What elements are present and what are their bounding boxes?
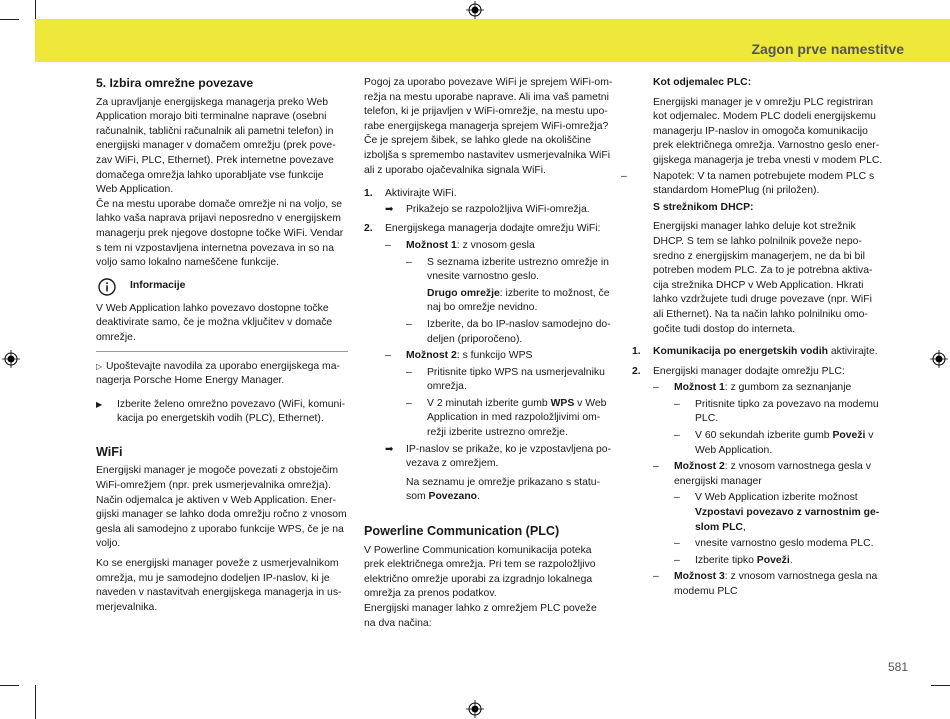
text-line: gijskega managerja je treba vnesti v modem PLC. [653,154,883,166]
option-label: Možnost 1 [406,239,457,251]
text-span: Izberite tipko [695,554,757,566]
dash-marker: – [406,397,412,409]
text-span: v Web [574,397,607,409]
section-heading: 5. Izbira omrežne povezave [96,76,254,90]
sub-item [364,366,618,395]
text-line: nagerja Porsche Home Energy Manager. [96,375,285,387]
text-line: vezava z omrežjem. [406,458,499,470]
text-line: naj bo omrežje nevidno. [427,302,538,314]
sub-item [632,537,892,552]
text-line: IP-naslov se prikaže, ko je vzpostavljena po- [406,443,612,455]
text-line [695,429,892,444]
text-line: zav WiFi, PLC, Ethernet). Prek internetne povezave [96,154,334,166]
text-line: Energijski manager lahko deluje kot strežnik [653,221,856,233]
text-span: v [865,430,874,442]
crop-mark [931,685,950,686]
column-3 [621,76,892,600]
text-line: standardom HomePlug (ni priložen). [653,185,820,197]
wifi-heading: WiFi [96,444,123,459]
paragraph [96,96,348,271]
dash-marker: – [406,366,412,378]
text-line: Pritisnite tipko WPS na usmerjevalniku [427,366,605,378]
result-item [364,203,618,218]
text-line: energijski manager v domačem omrežju (prek pove- [96,140,336,152]
text-line: lahko vaša naprava prijavi neposredno v energijskem [96,213,341,225]
note-item [96,360,348,389]
text-line: V Web Application lahko povezavo dostopne točke [96,302,329,314]
dash-marker: – [653,461,659,473]
option-text [674,570,892,585]
text-span: , [742,521,746,533]
text-line: s tem ni vzpostavljena internetna povezava in so na [96,242,334,254]
text-line: DHCP. S tem se lahko polnilnik poveže nepo- [653,235,862,247]
text-line: modemu PLC [674,586,738,597]
paragraph [364,76,618,178]
note-item [621,170,892,199]
text-line: kacija po energetskih vodih (PLC), Ethernet). [117,413,324,425]
text-line: prek električnega omrežja. Varnostno geslo ener- [653,140,880,152]
text-line: Način odjemalca je aktiven v Web Application. Ener- [96,494,337,506]
text-line: potreben modem PLC. Za to je potrebna aktiva- [653,265,873,277]
text-line: deljen (priporočeno). [427,333,523,345]
crop-mark [0,685,19,686]
registration-mark-icon [930,350,948,368]
option-label: Možnost 1 [674,382,725,394]
text-line: Web Application. [695,444,773,456]
text-line: Če na mestu uporabe domače omrežje ni na voljo, se [96,198,343,210]
text-line: omrežje. [96,331,136,343]
text-span: . [789,554,793,566]
text-line: omrežja, mu je samodejno dodeljen IP-naslov, ki je [96,572,330,584]
text-line: električno omrežje uporabi za izgradnjo lokalnega [364,573,593,585]
dash-marker: – [406,318,412,330]
step-item [632,345,892,360]
dash-marker: – [653,571,659,583]
text-line: sredno z energijskim managerjem, ne da bi bil [653,250,865,262]
sub-item [632,429,892,458]
crop-mark [35,0,36,19]
option-item [632,570,892,599]
text-line: omrežja za prenos podatkov. [364,588,497,600]
text-line: Če je sprejem šibek, se lahko glede na okoliščine [364,135,591,147]
text-line: računalnik, tablični računalnik ali pametni telefon) in [96,125,334,137]
text-line: managerju prek njegove dostopne točke WiFi. Vendar [96,227,344,239]
text-line: naveden v nastavitvah energijskega managerja in us- [96,587,342,599]
sub-item [364,318,618,347]
sub-item [364,256,618,285]
text-line: Napotek: V ta namen potrebujete modem PLC s [653,170,875,182]
plc-client-block [632,76,892,169]
dash-marker: – [674,554,680,566]
paragraph [364,544,618,632]
text-line: omrežja. [427,381,467,393]
step-number: 2. [632,365,641,377]
arrow-icon: ➡ [385,443,394,455]
connect-button-label: Poveži [756,554,790,566]
option-item [364,239,618,254]
text-span: : izberite to možnost, če [499,287,610,299]
text-line [695,506,892,521]
text-line: ali Ethernet). Na ta način lahko polnilniku omo- [653,308,868,320]
option-desc: : z vnosom varnostnega gesla v [724,461,871,473]
text-line: Za upravljanje energijskega managerja preko Web [96,96,328,108]
text-line: vnesite varnostno geslo. [427,271,540,283]
arrow-icon: ➡ [385,203,394,215]
text-line: domačega omrežja lahko uporabljate vse funkcije [96,169,324,181]
connect-button-label: Poveži [832,430,866,442]
text-span: V 60 sekundah izberite gumb [695,430,833,442]
info-box [96,278,348,352]
text-line: managerju IP-naslov in omogoča komunikacijo [653,125,868,137]
text-line [695,554,892,569]
result-note [364,476,618,505]
dash-marker: – [674,492,680,504]
text-line: PLC. [695,413,719,425]
header-title: Zagon prve namestitve [751,41,904,57]
text-line: izboljša s spremembo nastavitev usmerjevalnika WiFi [364,149,610,161]
step-number: 2. [364,223,373,235]
text-line: Web Application. [96,184,174,196]
plc-heading: Powerline Communication (PLC) [364,524,560,539]
result-item [364,443,618,472]
dash-marker: – [385,239,391,251]
option-text [406,239,618,254]
text-line: V Web Application izberite možnost [695,492,858,504]
option-desc: : z vnosom varnostnega gesla na [724,571,878,583]
subheading: S strežnikom DHCP: [653,201,754,213]
page-number: 581 [887,660,908,674]
subheading: Kot odjemalec PLC: [653,77,752,88]
text-line: režji izberite ustrezno omrežje. [427,427,568,439]
text-line [427,397,618,412]
text-line: cija strežnika DHCP v Web Application. Hkrati [653,279,864,291]
step-text [653,345,892,360]
result-text: Prikažejo se razpoložljiva WiFi-omrežja. [406,203,590,215]
option-label: Možnost 2 [674,461,725,473]
text-line: S seznama izberite ustrezno omrežje in [427,256,609,268]
text-line: na dva načina: [364,617,432,629]
text-line: Application morajo biti terminalne naprave (osebni [96,111,327,123]
option-label: slom PLC [695,521,743,533]
option-text [674,381,892,396]
text-span: som [406,491,429,503]
option-text [406,349,618,364]
text-span: . [477,491,480,503]
option-desc: : z gumbom za seznanjanje [724,382,852,394]
text-line [695,521,892,536]
text-line: merjevalnika. [96,601,158,613]
option-desc: : z vnosom gesla [456,239,535,251]
option-item [632,381,892,396]
text-line: Upoštevajte navodila za uporabo energijskega ma- [106,360,340,372]
text-line: vnesite varnostno geslo modema PLC. [695,538,874,550]
sub-item [364,397,618,441]
dash-marker: – [385,350,391,362]
step-number: 1. [364,188,373,200]
text-span: V 2 minutah izberite gumb [427,397,551,409]
crop-mark [0,19,19,20]
text-line: režja na mestu uporabe naprave. Ali ima vaš pametni [364,91,609,103]
dash-marker: – [621,170,627,182]
text-line: lahko vzdržujete tudi druge povezave (npr. WiFi [653,294,872,306]
column-1 [96,76,348,615]
paragraph [96,464,348,552]
sub-item [632,554,892,569]
text-line: energijski manager [674,475,762,487]
registration-mark-icon [466,700,484,718]
dash-marker: – [653,382,659,394]
option-text [674,460,892,475]
option-label: Vzpostavi povezavo z varnostnim ge- [695,507,880,519]
dhcp-block [632,201,892,337]
column-2 [364,76,618,631]
paragraph [96,557,348,615]
text-line: WiFi-omrežjem (npr. prek usmerjevalnika omrežja). [96,480,331,492]
crop-mark [35,685,36,719]
sub-item [632,398,892,427]
option-label: Možnost 3 [674,571,725,583]
text-line: Application in med razpoložljivimi om- [427,412,601,424]
status-label: Povezano [428,491,478,503]
text-line: Energijski manager je mogoče povezati z obstoječim [96,465,338,477]
text-line: Pogoj za uporabo povezave WiFi je sprejem WiFi-om- [364,77,613,88]
dash-marker: – [406,256,412,268]
dash-marker: – [674,430,680,442]
dash-marker: – [674,398,680,410]
text-line [427,287,618,302]
text-line: prek električnega omrežja. Pri tem se razpoložljivo [364,559,596,571]
info-title: Informacije [130,279,186,291]
registration-mark-icon [466,1,484,19]
text-line: Ko se energijski manager poveže z usmerjevalnikom [96,558,339,570]
step-text: Aktivirajte WiFi. [385,188,457,200]
text-line: Izberite želeno omrežno povezavo (WiFi, komuni- [117,398,346,410]
bullet-item [96,398,348,427]
bullet-marker: ▶ [96,399,103,409]
step-number: 1. [632,346,641,358]
option-label: Drugo omrežje [427,287,500,299]
text-line: telefon, ki je prijavljen v WiFi-omrežje, na mestu upo- [364,106,608,118]
note-marker: ▷ [96,361,103,371]
dash-marker: – [674,538,680,550]
text-line: voljo samo lokalno nameščene funkcije. [96,257,280,269]
text-line: deaktivirate samo, če je možna vključitev v domače [96,317,333,329]
step-item [364,222,618,237]
step-item [632,365,892,380]
text-line: Izberite, da bo IP-naslov samodejno do- [427,318,611,330]
text-line: Energijski manager je v omrežju PLC registriran [653,96,874,108]
text-line: ali z uporabo ojačevalnika signala WiFi. [364,164,546,176]
step-text: Energijski manager dodajte omrežju PLC: [653,365,845,377]
option-item [632,460,892,489]
text-line: gesla ali samodejno z uporabo funkcije WPS, če je na [96,523,344,535]
divider [96,351,348,352]
text-line: Pritisnite tipko za povezavo na modemu [695,398,879,410]
text-line: V Powerline Communication komunikacija poteka [364,544,592,556]
text-line: Energijski manager lahko z omrežjem PLC poveže [364,603,597,614]
text-line: kot odjemalec. Modem PLC dodeli energijskemu [653,111,876,123]
option-item [364,349,618,364]
text-line: Na seznamu je omrežje prikazano s statu- [406,476,601,488]
step-item [364,187,618,202]
text-line: gočite tudi dostop do interneta. [653,323,796,335]
option-label: Možnost 2 [406,350,457,362]
wps-button-label: WPS [550,397,575,409]
text-line: rabe energijskega managerja sprejem WiFi-omrežja? [364,120,609,132]
registration-mark-icon [2,350,20,368]
step-text: Energijskega managerja dodajte omrežju WiFi: [385,223,601,235]
option-desc: : s funkcijo WPS [456,350,533,362]
info-icon [98,278,116,296]
text-line: voljo. [96,538,121,550]
text-line [406,490,618,505]
setting-label: Komunikacija po energetskih vodih [653,346,828,358]
text-line: gijski manager se lahko doda omrežju ročno z vnosom [96,509,347,521]
text-span: aktivirajte. [827,346,878,358]
sub-item [632,491,892,535]
sub-item-note [364,287,618,316]
